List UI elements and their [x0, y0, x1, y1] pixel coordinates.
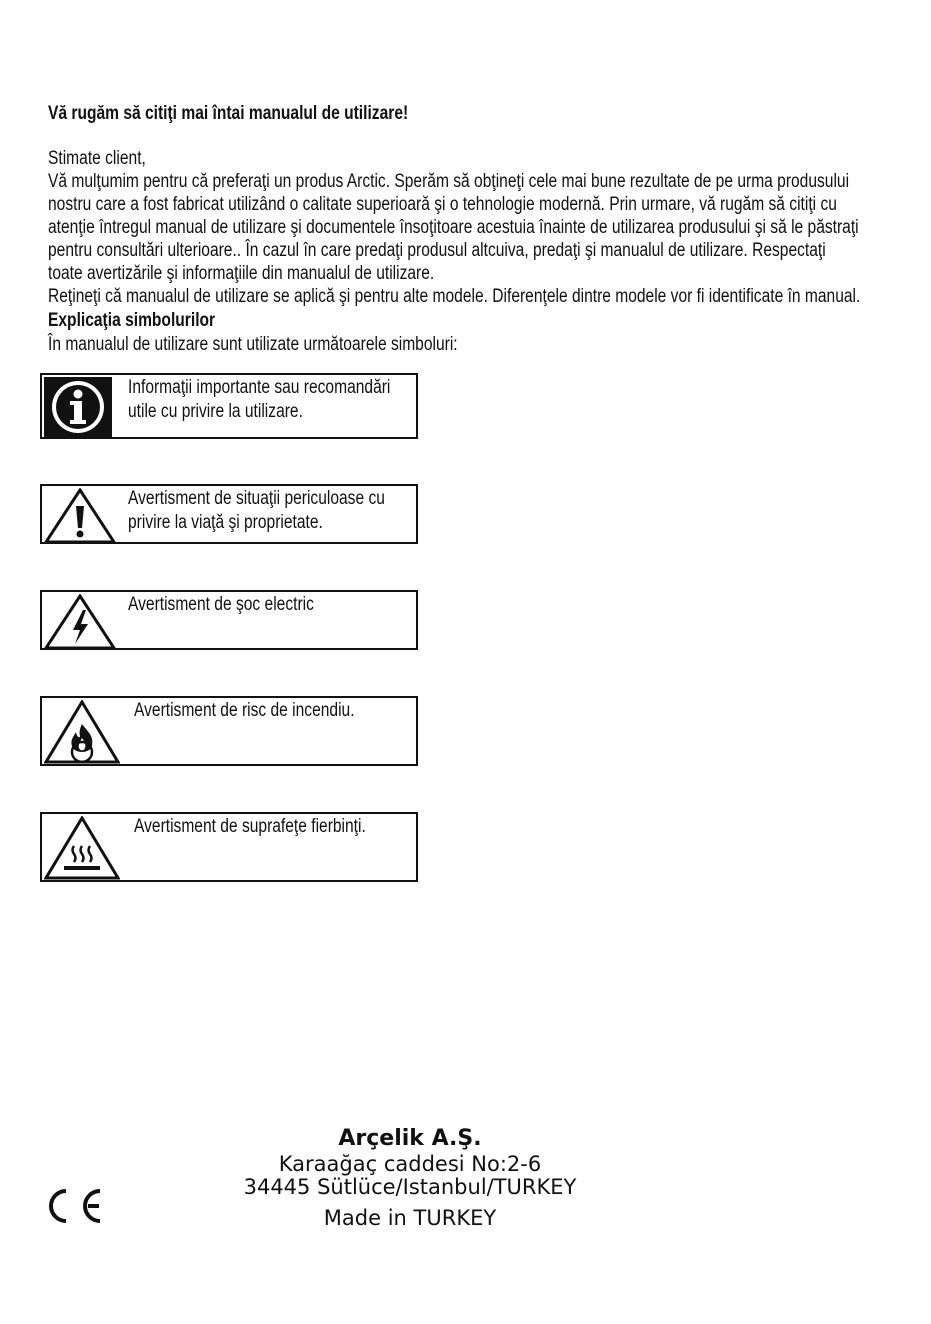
symbol-text-line: utile cu privire la utilizare. — [128, 401, 303, 422]
symbol-text-line: Avertisment de risc de incendiu. — [134, 700, 355, 721]
page-title: Vă rugăm să citiţi mai întai manualul de utilizare! — [48, 103, 409, 124]
intro-line: Stimate client, — [48, 148, 146, 169]
intro-line: toate avertizările şi informaţiile din manualul de utilizare. — [48, 263, 435, 284]
intro-line: atenţie întregul manual de utilizare şi documentele însoţitoare acestuia înainte de utilizarea produsului şi să le păstraţi — [48, 217, 859, 238]
symbols-heading: Explicaţia simbolurilor — [48, 310, 216, 331]
made-in-label: Made in TURKEY — [323, 1206, 497, 1230]
symbol-text-line: Avertisment de situaţii periculoase cu — [128, 488, 385, 509]
symbol-box-info — [40, 373, 418, 439]
hot-surface-icon — [44, 816, 120, 885]
company-address-line: Karaağaç caddesi No:2-6 — [278, 1152, 542, 1176]
intro-line: pentru consultări ulterioare.. În cazul în care predaţi produsul altcuiva, predaţi şi manualul de utilizare. Respectaţi — [48, 240, 826, 261]
warning-exclamation-icon — [44, 488, 116, 549]
company-address-line: 34445 Sütlüce/Istanbul/TURKEY — [243, 1175, 577, 1199]
intro-line: Vă mulţumim pentru că preferaţi un produs Arctic. Sperăm să obţineţi cele mai bune rezultate de pe urma produsului — [48, 171, 850, 192]
info-icon — [44, 377, 112, 442]
symbol-box-warning — [40, 484, 418, 544]
symbols-intro: În manualul de utilizare sunt utilizate următoarele simboluri: — [48, 334, 458, 355]
symbol-text-line: Avertisment de suprafeţe fierbinţi. — [134, 816, 366, 837]
electric-shock-icon — [44, 594, 116, 655]
company-name: Arçelik A.Ş. — [338, 1126, 482, 1151]
symbol-text-line: Informaţii importante sau recomandări — [128, 377, 391, 398]
symbol-text-line: privire la viaţă şi proprietate. — [128, 512, 323, 533]
intro-line: nostru care a fost fabricat utilizând o calitate superioară şi o tehnologie modernă. Prin urmare, vă rugăm să citiţi cu — [48, 194, 837, 215]
symbol-box-electric — [40, 590, 418, 650]
intro-line: Reţineţi că manualul de utilizare se aplică şi pentru alte modele. Diferenţele dintre modele vor fi identificate în manual. — [48, 286, 861, 307]
ce-mark-icon — [38, 1188, 104, 1229]
symbol-box-hot-surface — [40, 812, 418, 882]
fire-risk-icon — [44, 700, 120, 769]
symbol-text-line: Avertisment de şoc electric — [128, 594, 314, 615]
symbol-box-fire — [40, 696, 418, 766]
